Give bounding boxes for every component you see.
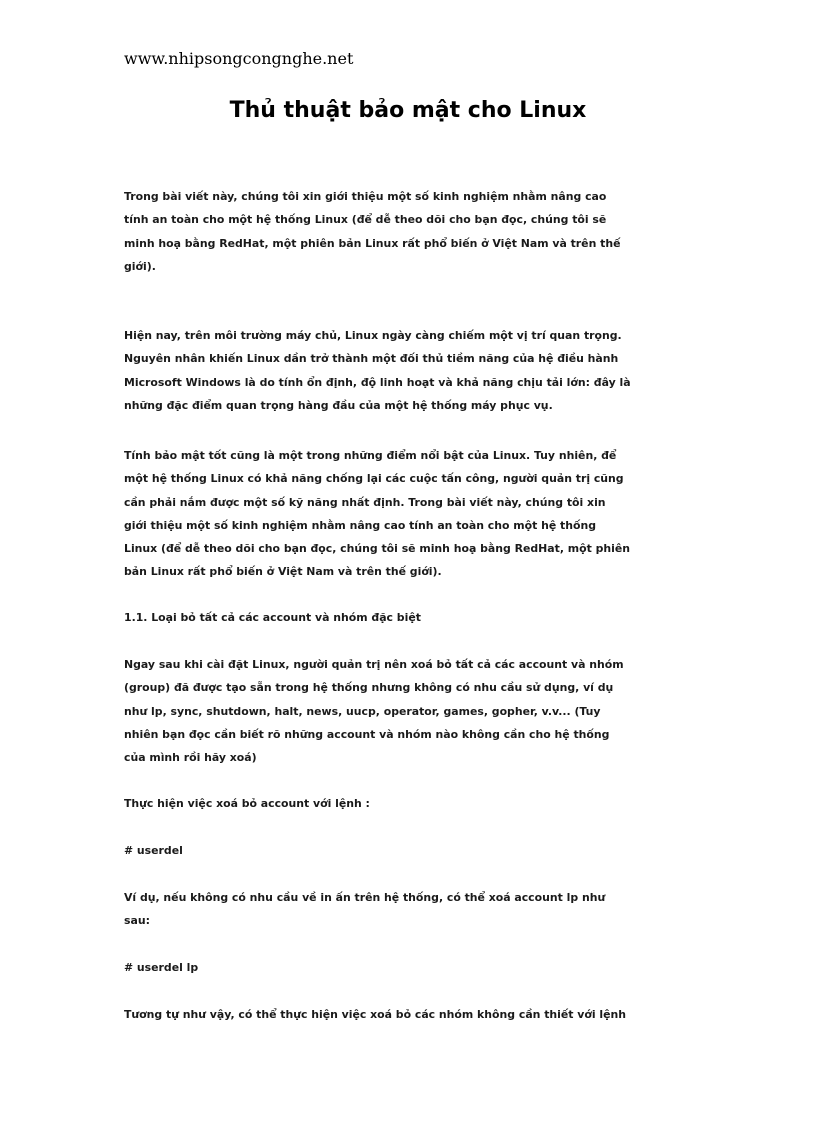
text-line: minh hoạ bằng RedHat, một phiên bản Linux rất phổ biến ở Việt Nam và trên thế <box>124 236 621 250</box>
command-userdel <box>124 839 704 862</box>
text-line: # userdel <box>124 844 183 857</box>
paragraph-command-intro <box>124 792 704 815</box>
paragraph-linux-server <box>124 324 704 417</box>
text-line: giới). <box>124 259 156 273</box>
text-line: Ví dụ, nếu không có nhu cầu về in ấn trên hệ thống, có thể xoá account lp như <box>124 891 606 904</box>
site-url-header[interactable]: www.nhipsongcongnghe.net <box>124 49 354 68</box>
text-line: một hệ thống Linux có khả năng chống lại các cuộc tấn công, người quản trị cũng <box>124 472 624 486</box>
text-line: giới thiệu một số kinh nghiệm nhằm nâng cao tính an toàn cho một hệ thống <box>124 518 597 532</box>
text-line: Ngay sau khi cài đặt Linux, người quản trị nên xoá bỏ tất cả các account và nhóm <box>124 658 624 671</box>
text-line: của mình rồi hãy xoá) <box>124 751 257 765</box>
text-line: những đặc điểm quan trọng hàng đầu của một hệ thống máy phục vụ. <box>124 398 553 412</box>
text-line: sau: <box>124 914 150 928</box>
text-line: bản Linux rất phổ biến ở Việt Nam và trên thế giới). <box>124 565 442 579</box>
text-line: Hiện nay, trên môi trường máy chủ, Linux ngày càng chiếm một vị trí quan trọng. <box>124 329 622 342</box>
text-line: Tính bảo mật tốt cũng là một trong những điểm nổi bật của Linux. Tuy nhiên, để <box>124 449 617 462</box>
paragraph-example <box>124 886 704 933</box>
text-line: Trong bài viết này, chúng tôi xin giới thiệu một số kinh nghiệm nhằm nâng cao <box>124 190 607 203</box>
text-line: Microsoft Windows là do tính ổn định, độ linh hoạt và khả năng chịu tải lớn: đây là <box>124 375 631 389</box>
page-title: Thủ thuật bảo mật cho Linux <box>229 98 587 123</box>
text-line: Thực hiện việc xoá bỏ account với lệnh : <box>124 797 370 810</box>
paragraph-intro <box>124 185 704 278</box>
text-line: Tương tự như vậy, có thể thực hiện việc xoá bỏ các nhóm không cần thiết với lệnh <box>124 1008 627 1021</box>
command-userdel-lp <box>124 956 704 979</box>
text-line: Linux (để dễ theo dõi cho bạn đọc, chúng tôi sẽ minh hoạ bằng RedHat, một phiên <box>124 542 631 556</box>
text-line: tính an toàn cho một hệ thống Linux (để dễ theo dõi cho bạn đọc, chúng tôi sẽ <box>124 213 607 227</box>
text-line: 1.1. Loại bỏ tất cả các account và nhóm đặc biệt <box>124 611 421 624</box>
text-line: nhiên bạn đọc cần biết rõ những account và nhóm nào không cần cho hệ thống <box>124 727 610 741</box>
text-line: (group) đã được tạo sẵn trong hệ thống nhưng không có nhu cầu sử dụng, ví dụ <box>124 681 614 695</box>
paragraph-remove-groups <box>124 1003 704 1026</box>
paragraph-security <box>124 444 704 584</box>
text-line: cần phải nắm được một số kỹ năng nhất định. Trong bài viết này, chúng tôi xin <box>124 495 606 509</box>
text-line: Nguyên nhân khiến Linux dần trở thành một đối thủ tiềm năng của hệ điều hành <box>124 352 619 366</box>
text-line: như lp, sync, shutdown, halt, news, uucp, operator, games, gopher, v.v... (Tuy <box>124 704 601 718</box>
paragraph-remove-accounts <box>124 653 704 769</box>
section-heading <box>124 606 704 629</box>
text-line: # userdel lp <box>124 961 199 974</box>
